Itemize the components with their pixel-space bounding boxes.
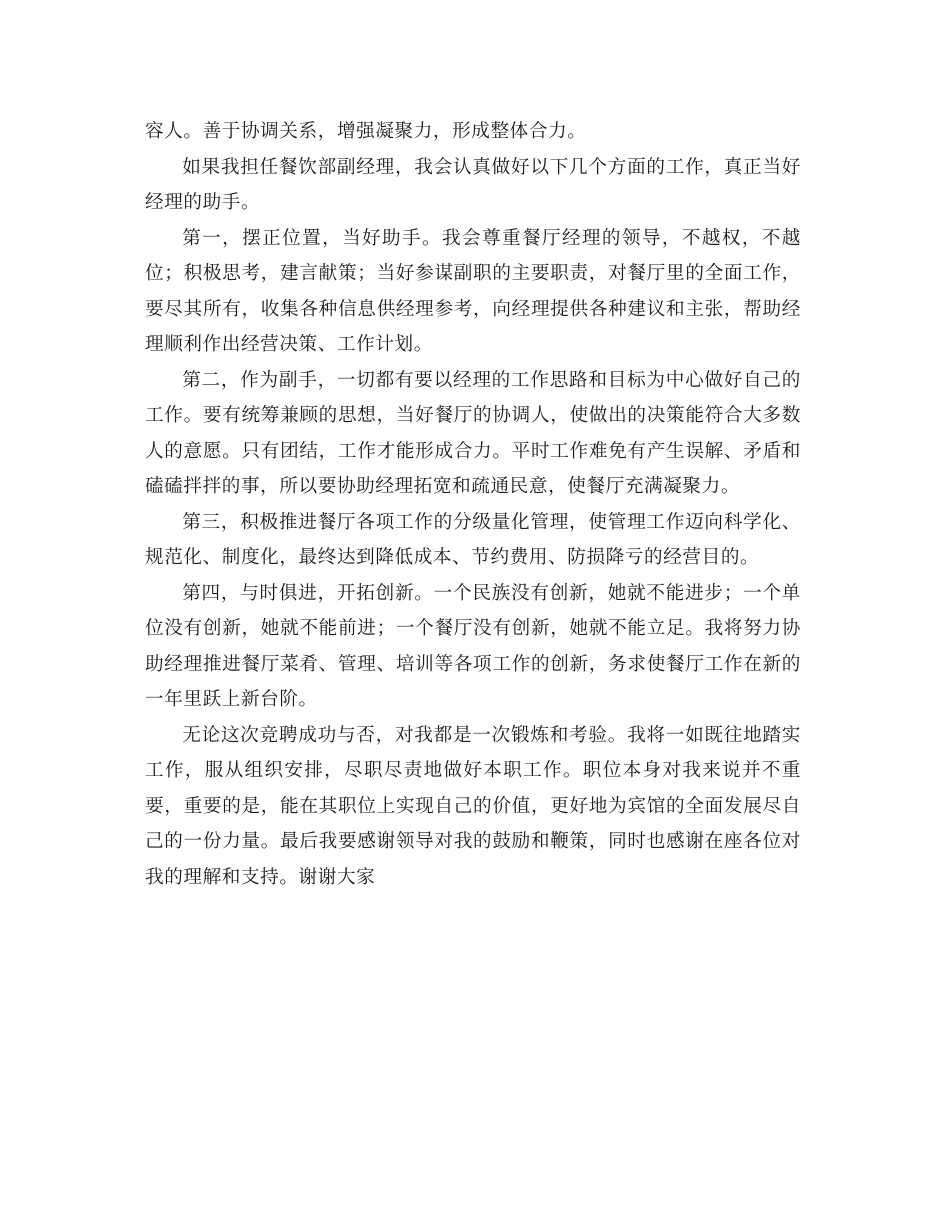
- paragraph-point-one: 第一，摆正位置，当好助手。我会尊重餐厅经理的领导，不越权，不越位；积极思考，建言献策；当好参谋副职的主要职责，对餐厅里的全面工作，要尽其所有，收集各种信息供经理参考，向经理提供各种建议和主张，帮助经理顺利作出经营决策、工作计划。: [145, 227, 801, 355]
- document-body: [145, 114, 801, 895]
- paragraph-intro: 如果我担任餐饮部副经理，我会认真做好以下几个方面的工作，真正当好经理的助手。: [145, 156, 801, 213]
- paragraph-point-three: 第三，积极推进餐厅各项工作的分级量化管理，使管理工作迈向科学化、规范化、制度化，最终达到降低成本、节约费用、防损降亏的经营目的。: [145, 511, 801, 568]
- paragraph-continuation: 容人。善于协调关系，增强凝聚力，形成整体合力。: [145, 121, 587, 142]
- paragraph-closing: 无论这次竞聘成功与否，对我都是一次锻炼和考验。我将一如既往地踏实工作，服从组织安排，尽职尽责地做好本职工作。职位本身对我来说并不重要，重要的是，能在其职位上实现自己的价值，更好地为宾馆的全面发展尽自己的一份力量。最后我要感谢领导对我的鼓励和鞭策，同时也感谢在座各位对我的理解和支持。谢谢大家: [145, 724, 801, 888]
- paragraph-point-two: 第二，作为副手，一切都有要以经理的工作思路和目标为中心做好自己的工作。要有统筹兼顾的思想，当好餐厅的协调人，使做出的决策能符合大多数人的意愿。只有团结，工作才能形成合力。平时工作难免有产生误解、矛盾和磕磕拌拌的事，所以要协助经理拓宽和疏通民意，使餐厅充满凝聚力。: [145, 369, 801, 497]
- paragraph-point-four: 第四，与时俱进，开拓创新。一个民族没有创新，她就不能进步；一个单位没有创新，她就不能前进；一个餐厅没有创新，她就不能立足。我将努力协助经理推进餐厅菜肴、管理、培训等各项工作的创新，务求使餐厅工作在新的一年里跃上新台阶。: [145, 582, 801, 710]
